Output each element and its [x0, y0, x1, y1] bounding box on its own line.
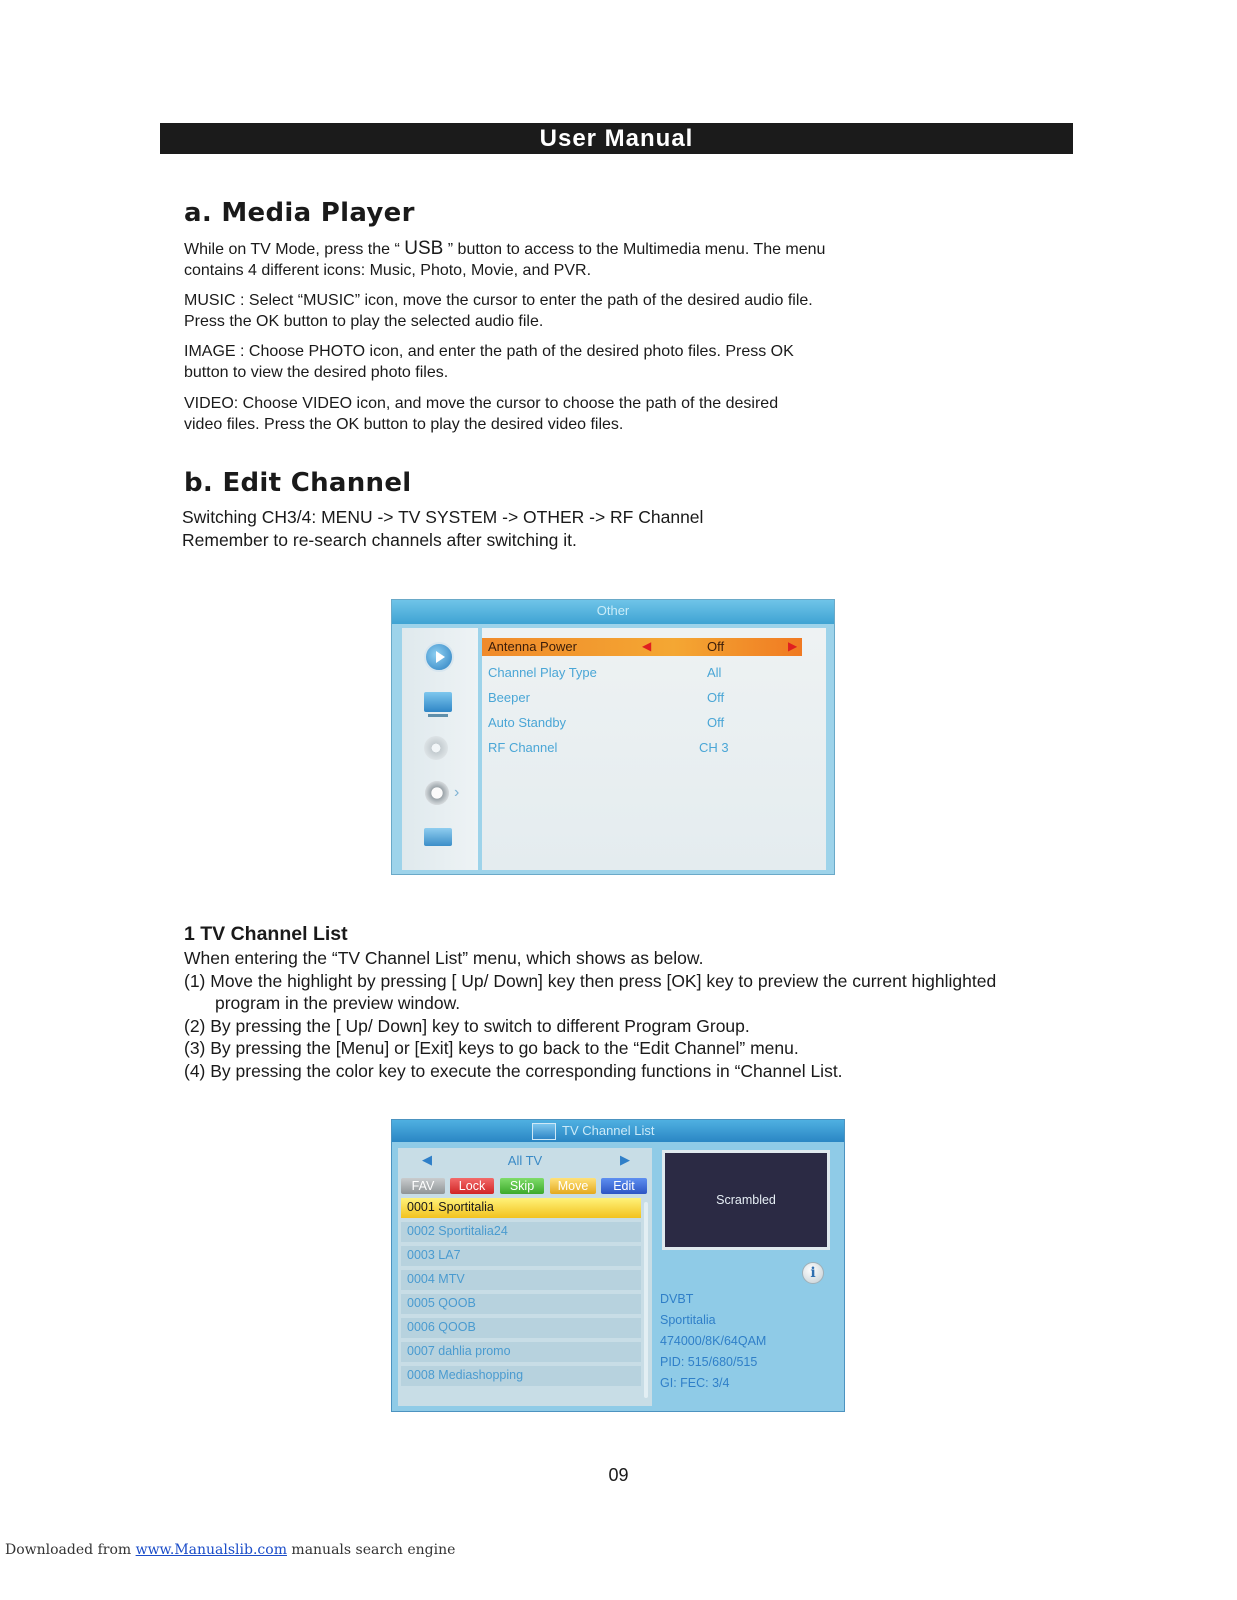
preview-window [662, 1150, 830, 1250]
channel-label: 0003 LA7 [407, 1248, 461, 1262]
arrow-right-icon[interactable]: ▶ [620, 1152, 630, 1167]
page-header-title: User Manual [539, 125, 694, 152]
other-menu-screenshot [391, 599, 835, 875]
image-line-2: button to view the desired photo files. [184, 364, 449, 381]
fav-key[interactable]: FAV [401, 1178, 445, 1194]
info-icon: i [802, 1262, 824, 1284]
info-gi-fec: GI: FEC: 3/4 [660, 1376, 730, 1390]
menu-item-label: Channel Play Type [488, 665, 597, 680]
tv-list-line-1: When entering the “TV Channel List” menu, which shows as below. [184, 948, 704, 968]
channel-row[interactable] [401, 1270, 641, 1290]
intro-line-2: contains 4 different icons: Music, Photo, Movie, and PVR. [184, 262, 592, 279]
channel-list-title: TV Channel List [562, 1123, 655, 1138]
media-player-intro [184, 238, 825, 281]
channel-row[interactable] [401, 1342, 641, 1362]
disc-icon[interactable] [424, 736, 448, 760]
channel-label: 0006 QOOB [407, 1320, 476, 1334]
other-menu-sidebar [402, 628, 478, 870]
info-pid: PID: 515/680/515 [660, 1355, 758, 1369]
intro-line-1: While on TV Mode, press the “ USB ” button to access to the Multimedia menu. The menu [184, 238, 826, 259]
tv-list-line-2: (1) Move the highlight by pressing [ Up/ Down] key then press [OK] key to preview the current highlighted [184, 970, 997, 991]
channel-row[interactable] [401, 1294, 641, 1314]
menu-item-rf-channel[interactable] [482, 739, 802, 757]
channel-list-panel [398, 1148, 652, 1406]
footer [5, 1542, 455, 1558]
image-line-1: IMAGE : Choose PHOTO icon, and enter the path of the desired photo files. Press OK [184, 343, 794, 360]
footer-suffix: manuals search engine [286, 1542, 456, 1558]
edit-channel-line-1: Switching CH3/4: MENU -> TV SYSTEM -> OTHER -> RF Channel [182, 507, 704, 527]
usb-key-label: USB [404, 238, 444, 259]
music-line-1: MUSIC : Select “MUSIC” icon, move the cursor to enter the path of the desired audio file. [184, 292, 813, 309]
skip-key[interactable]: Skip [500, 1178, 544, 1194]
menu-item-beeper[interactable] [482, 689, 802, 707]
menu-item-value: All [707, 665, 722, 680]
tv-icon[interactable] [424, 692, 452, 712]
menu-item-value: Off [707, 690, 725, 705]
other-menu-panel [482, 628, 826, 870]
edit-channel-line-2: Remember to re-search channels after switching it. [182, 529, 577, 550]
menu-item-auto-standby[interactable] [482, 714, 802, 732]
tv-channel-list-heading: 1 TV Channel List [184, 923, 348, 945]
tv-channel-list-text [184, 947, 996, 1082]
edit-channel-text [182, 506, 703, 551]
tv-list-line-3: program in the preview window. [215, 993, 461, 1013]
channel-list-screenshot [391, 1119, 845, 1412]
channel-label: 0005 QOOB [407, 1296, 476, 1310]
info-system: DVBT [660, 1292, 694, 1306]
channel-row[interactable] [401, 1222, 641, 1242]
channel-row[interactable] [401, 1246, 641, 1266]
music-line-2: Press the OK button to play the selected audio file. [184, 313, 544, 330]
info-channel-name: Sportitalia [660, 1313, 716, 1327]
edit-channel-heading: b. Edit Channel [184, 468, 412, 498]
tv-icon [532, 1123, 556, 1140]
program-group-label: All TV [507, 1153, 543, 1168]
menu-item-value: Off [707, 639, 725, 654]
page-number: 09 [608, 1465, 629, 1485]
play-icon[interactable] [424, 642, 454, 672]
menu-item-label: Beeper [488, 690, 530, 705]
channel-label: 0007 dahlia promo [407, 1344, 511, 1358]
manualslib-link[interactable]: www.Manualslib.com [135, 1542, 287, 1558]
arrow-left-icon: ◀ [642, 639, 652, 653]
menu-item-value: Off [707, 715, 725, 730]
tv-list-line-4: (2) By pressing the [ Up/ Down] key to switch to different Program Group. [184, 1015, 750, 1036]
lock-key[interactable]: Lock [450, 1178, 494, 1194]
edit-key[interactable]: Edit [601, 1178, 647, 1194]
channel-row[interactable] [401, 1366, 641, 1386]
other-menu-title: Other [596, 603, 630, 618]
preview-status: Scrambled [716, 1193, 776, 1207]
header-bar [160, 123, 1073, 154]
video-line-2: video files. Press the OK button to play the desired video files. [184, 416, 624, 433]
channel-label: 0002 Sportitalia24 [407, 1224, 508, 1238]
channel-row[interactable] [401, 1198, 641, 1218]
info-frequency: 474000/8K/64QAM [660, 1334, 767, 1348]
menu-item-channel-play-type[interactable] [482, 664, 802, 682]
media-player-heading: a. Media Player [184, 198, 415, 228]
video-paragraph [184, 393, 778, 435]
arrow-right-icon: ▶ [788, 639, 798, 653]
menu-item-label: Antenna Power [488, 639, 577, 654]
menu-item-antenna-power[interactable] [482, 638, 802, 656]
tv-list-line-5: (3) By pressing the [Menu] or [Exit] keys to go back to the “Edit Channel” menu. [184, 1038, 799, 1058]
channel-label: 0001 Sportitalia [407, 1200, 494, 1214]
menu-item-value: CH 3 [699, 740, 729, 755]
image-paragraph [184, 341, 794, 383]
gear-icon[interactable] [424, 780, 450, 806]
music-paragraph [184, 290, 813, 332]
channel-label: 0004 MTV [407, 1272, 465, 1286]
chevron-right-icon: › [454, 784, 460, 801]
menu-item-label: RF Channel [488, 740, 558, 755]
channel-list-scrollbar[interactable] [644, 1202, 648, 1398]
briefcase-icon[interactable] [424, 828, 452, 846]
channel-row[interactable] [401, 1318, 641, 1338]
menu-item-label: Auto Standby [488, 715, 567, 730]
move-key[interactable]: Move [550, 1178, 596, 1194]
other-menu-titlebar [392, 600, 834, 624]
tv-list-line-6: (4) By pressing the color key to execute the corresponding functions in “Channel List. [184, 1060, 843, 1081]
channel-label: 0008 Mediashopping [407, 1368, 524, 1382]
channel-list-titlebar [392, 1120, 844, 1142]
arrow-left-icon[interactable]: ◀ [422, 1152, 432, 1167]
video-line-1: VIDEO: Choose VIDEO icon, and move the cursor to choose the path of the desired [184, 395, 779, 412]
footer-prefix: Downloaded from [5, 1542, 136, 1558]
